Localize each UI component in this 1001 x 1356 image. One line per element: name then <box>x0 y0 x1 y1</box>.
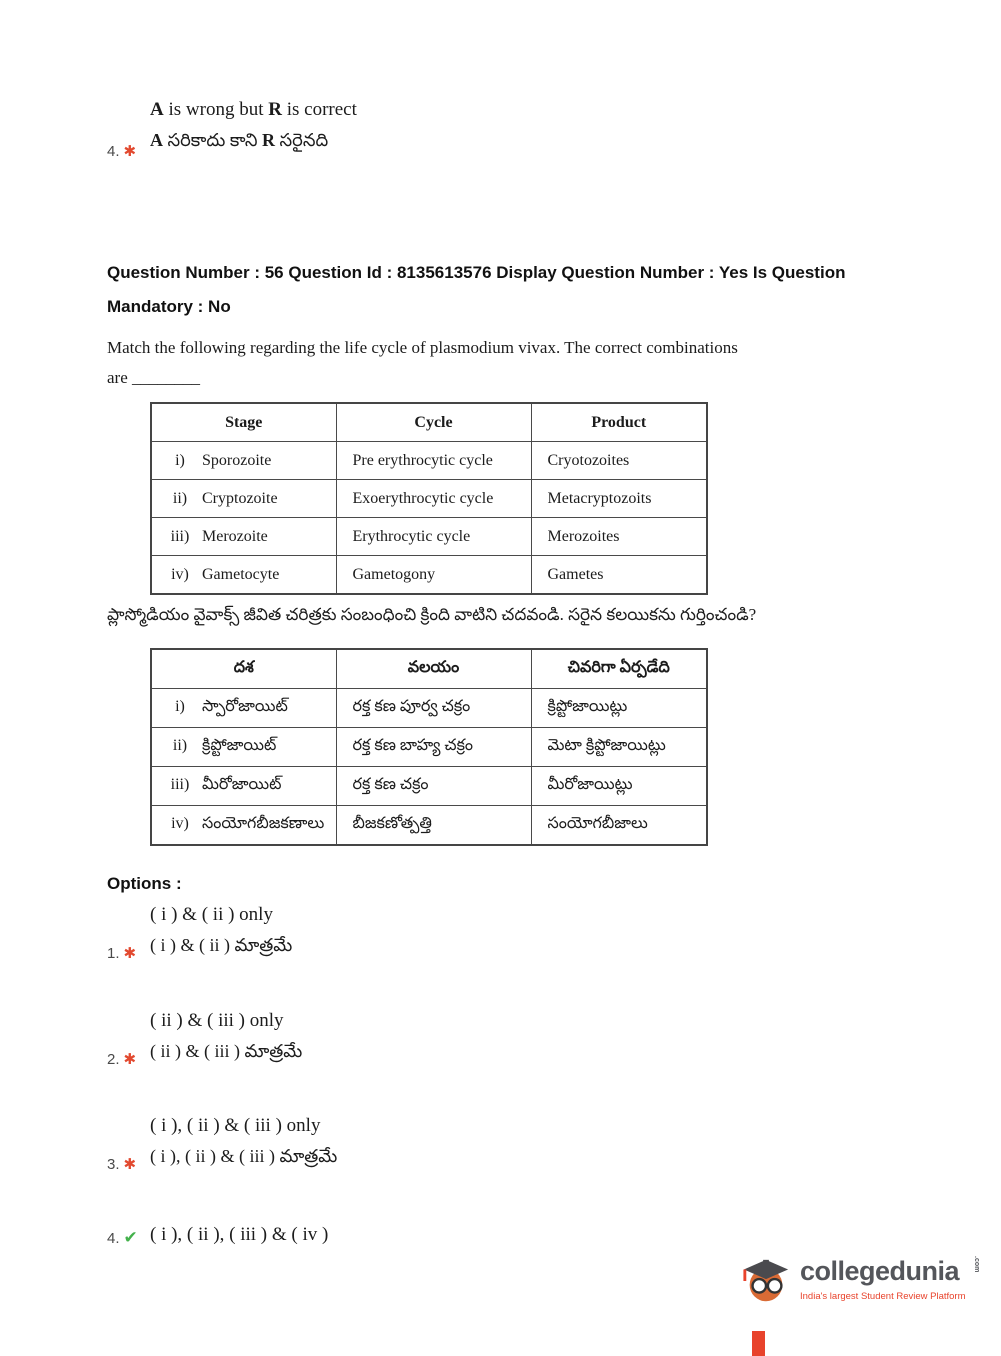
stage-cell: క్రిప్టోజాయిట్ <box>202 737 277 754</box>
stage-cell: స్పారోజాయిట్ <box>202 698 288 715</box>
question-text-line1: Match the following regarding the life cycle of plasmodium vivax. The correct combinations <box>107 338 738 357</box>
cycle-cell: రక్త కణ పూర్వ చక్రం <box>336 689 531 728</box>
product-cell: Gametes <box>531 556 707 595</box>
product-cell: Cryotozoites <box>531 442 707 480</box>
stage-cell: మీరోజాయిట్ <box>202 776 282 793</box>
brand-red-bar <box>752 1331 765 1356</box>
option-1 <box>107 900 292 960</box>
column-header-stage-te: దశ <box>151 649 336 689</box>
stage-cell: Merozoite <box>202 527 268 545</box>
table-header-row <box>151 403 707 442</box>
table-row <box>151 518 707 556</box>
option-number: 4. <box>107 143 120 160</box>
question-meta-header <box>107 256 937 324</box>
product-cell: Merozoites <box>531 518 707 556</box>
option-2-number <box>107 1050 136 1068</box>
question-meta-line1: Question Number : 56 Question Id : 8135613576 Display Question Number : Yes Is Question <box>107 263 846 282</box>
table-row <box>151 442 707 480</box>
option-text-te: ( ii ) & ( iii ) మాత్రమే <box>150 1041 303 1061</box>
prev-answer-option-4 <box>107 95 357 160</box>
table-row <box>151 806 707 846</box>
option-1-number <box>107 944 136 962</box>
option-2 <box>107 1006 302 1066</box>
match-table-english <box>150 402 708 595</box>
option-number: 1. <box>107 945 120 962</box>
row-numeral: i) <box>175 698 185 715</box>
match-table-telugu-wrap <box>150 648 708 846</box>
brand-tagline: India's largest Student Review Platform <box>800 1291 966 1302</box>
brand-name: collegedunia .com <box>800 1256 991 1286</box>
wrong-mark-icon: ✱ <box>123 945 137 962</box>
table-row <box>151 689 707 728</box>
wrong-mark-icon: ✱ <box>123 143 137 160</box>
option-text-en: ( i ), ( ii ) & ( iii ) only <box>150 1115 321 1136</box>
question-meta-line2: Mandatory : No <box>107 297 231 316</box>
collegedunia-icon <box>740 1256 792 1306</box>
cycle-cell: బీజకణోత్పత్తి <box>336 806 531 846</box>
column-header-product: Product <box>531 403 707 442</box>
product-cell: మెటా క్రిప్టోజాయిట్లు <box>531 728 707 767</box>
row-numeral: iv) <box>171 565 189 583</box>
row-numeral: ii) <box>172 489 188 507</box>
wrong-mark-icon: ✱ <box>123 1051 137 1068</box>
row-numeral: ii) <box>172 737 188 754</box>
row-numeral: iii) <box>170 776 190 793</box>
prev-option-text-en: A is wrong but R is correct <box>150 99 357 120</box>
match-table-telugu <box>150 648 708 846</box>
product-cell: Metacryptozoits <box>531 480 707 518</box>
option-4-number <box>107 1228 138 1248</box>
product-cell: సంయోగబీజాలు <box>531 806 707 846</box>
option-text-en: ( ii ) & ( iii ) only <box>150 1010 284 1031</box>
option-text-en: ( i ), ( ii ), ( iii ) & ( iv ) <box>150 1224 329 1245</box>
option-4 <box>107 1220 328 1250</box>
column-header-cycle-te: వలయం <box>336 649 531 689</box>
question-text-english <box>107 333 738 393</box>
prev-option-text-te: A సరికాదు కాని R సరైనది <box>150 130 329 150</box>
table-row <box>151 767 707 806</box>
brand-block <box>800 1256 991 1302</box>
brand-suffix: .com <box>973 1256 981 1273</box>
wrong-mark-icon: ✱ <box>123 1156 137 1173</box>
option-text-te: ( i ) & ( ii ) మాత్రమే <box>150 935 293 955</box>
product-cell: మీరోజాయిట్లు <box>531 767 707 806</box>
row-numeral: i) <box>175 451 185 469</box>
cycle-cell: రక్త కణ చక్రం <box>336 767 531 806</box>
table-header-row <box>151 649 707 689</box>
stage-cell: Sporozoite <box>202 451 272 469</box>
option-text-te: ( i ), ( ii ) & ( iii ) మాత్రమే <box>150 1146 338 1166</box>
cycle-cell: Exoerythrocytic cycle <box>336 480 531 518</box>
match-table-english-wrap <box>150 402 708 595</box>
stage-cell: Gametocyte <box>202 565 280 583</box>
product-cell: క్రిప్టోజాయిట్లు <box>531 689 707 728</box>
table-row <box>151 480 707 518</box>
question-text-line2: are ________ <box>107 368 201 387</box>
stage-cell: సంయోగబీజకణాలు <box>202 815 325 832</box>
table-row <box>151 728 707 767</box>
option-number: 2. <box>107 1051 120 1068</box>
options-label: Options : <box>107 874 182 893</box>
column-header-product-te: చివరిగా ఏర్పడేది <box>531 649 707 689</box>
row-numeral: iii) <box>170 527 190 545</box>
cycle-cell: రక్త కణ బాహ్య చక్రం <box>336 728 531 767</box>
question-text-telugu: ప్లాస్మోడియం వైవాక్స్ జీవిత చరిత్రకు సంబంధించి క్రింది వాటిని చదవండి. సరైన కలయికను గుర్తించండి? <box>107 605 757 624</box>
option-number: 3. <box>107 1156 120 1173</box>
column-header-stage: Stage <box>151 403 336 442</box>
correct-mark-icon: ✔ <box>123 1228 138 1247</box>
prev-option-number <box>107 142 136 160</box>
option-3 <box>107 1111 337 1171</box>
stage-cell: Cryptozoite <box>202 489 278 507</box>
row-numeral: iv) <box>171 815 189 832</box>
cycle-cell: Pre erythrocytic cycle <box>336 442 531 480</box>
table-row <box>151 556 707 595</box>
collegedunia-logo[interactable] <box>740 1256 991 1306</box>
option-3-number <box>107 1155 136 1173</box>
cycle-cell: Erythrocytic cycle <box>336 518 531 556</box>
option-text-en: ( i ) & ( ii ) only <box>150 904 273 925</box>
column-header-cycle: Cycle <box>336 403 531 442</box>
option-number: 4. <box>107 1230 120 1247</box>
cycle-cell: Gametogony <box>336 556 531 595</box>
